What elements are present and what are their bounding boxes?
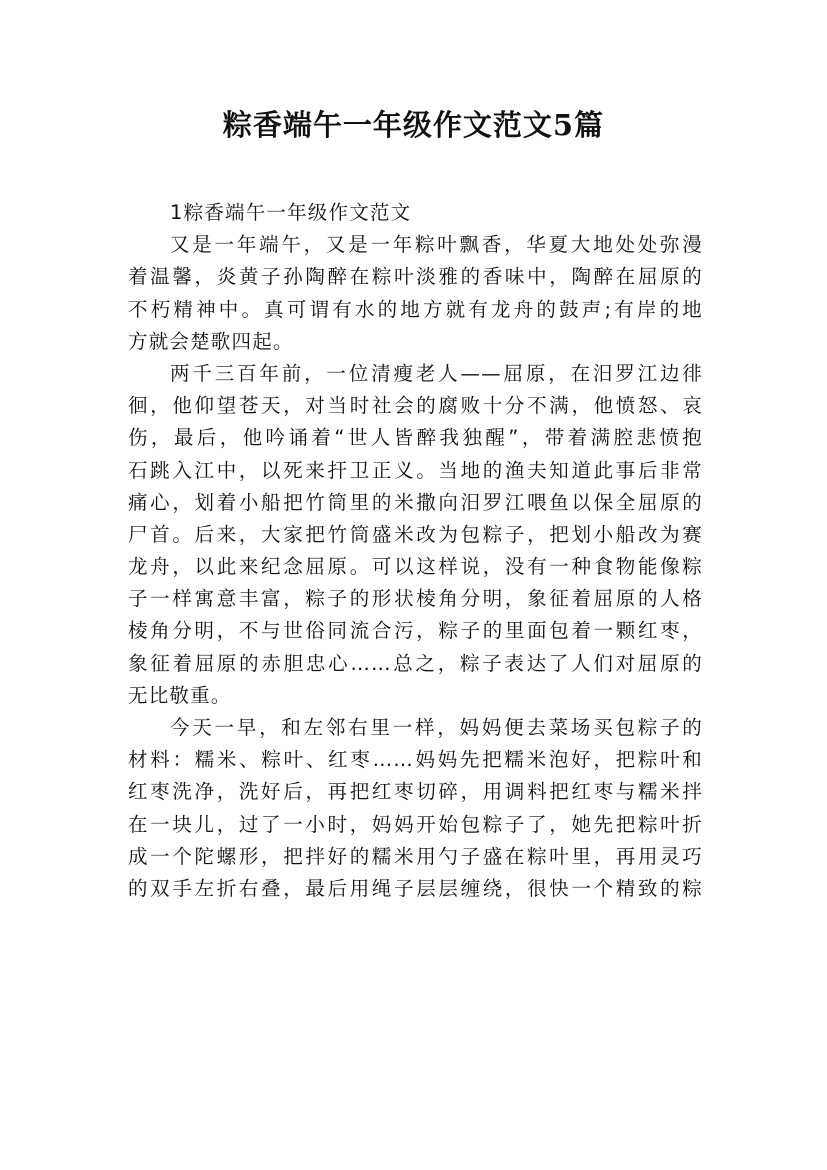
paragraph-3-line-4: 在一块儿，过了一小时，妈妈开始包粽子了，她先把粽叶折 (128, 812, 703, 836)
paragraph-1-line-2: 着温馨，炎黄子孙陶醉在粽叶淡雅的香味中，陶醉在屈原的 (128, 265, 703, 289)
paragraph-2-line-9: 棱角分明，不与世俗同流合污，粽子的里面包着一颗红枣， (128, 619, 703, 643)
document-body (128, 197, 703, 905)
paragraph-2-line-10: 象征着屈原的赤胆忠心……总之，粽子表达了人们对屈原的 (128, 651, 703, 675)
paragraph-3-line-3: 红枣洗净，洗好后，再把红枣切碎，用调料把红枣与糯米拌 (128, 780, 703, 804)
paragraph-2-line-6: 尸首。后来，大家把竹筒盛米改为包粽子，把划小船改为赛 (128, 522, 703, 546)
paragraph-2-line-7: 龙舟，以此来纪念屈原。可以这样说，没有一种食物能像粽 (128, 555, 703, 579)
paragraph-3-line-5: 成一个陀螺形，把拌好的糯米用勺子盛在粽叶里，再用灵巧 (128, 844, 703, 868)
paragraph-2-line-11: 无比敬重。 (128, 683, 232, 707)
document-title: 粽香端午一年级作文范文5篇 (222, 108, 605, 142)
paragraph-1-line-3: 不朽精神中。真可谓有水的地方就有龙舟的鼓声;有岸的地 (128, 297, 703, 321)
paragraph-2-line-3: 伤，最后，他吟诵着“世人皆醉我独醒”，带着满腔悲愤抱 (128, 426, 703, 450)
paragraph-3-line-1: 今天一早，和左邻右里一样，妈妈便去菜场买包粽子的 (170, 716, 703, 739)
paragraph-2-line-2: 徊，他仰望苍天，对当时社会的腐败十分不满，他愤怒、哀 (128, 394, 703, 418)
paragraph-2-line-8: 子一样寓意丰富，粽子的形状棱角分明，象征着屈原的人格 (128, 587, 703, 611)
paragraph-3-line-2: 材料：糯米、粽叶、红枣……妈妈先把糯米泡好，把粽叶和 (128, 748, 703, 772)
paragraph-1-line-1: 又是一年端午，又是一年粽叶飘香，华夏大地处处弥漫 (170, 233, 703, 257)
paragraph-2-line-5: 痛心，划着小船把竹筒里的米撒向汨罗江喂鱼以保全屈原的 (128, 490, 703, 514)
paragraph-3-line-6: 的双手左折右叠，最后用绳子层层缠绕，很快一个精致的粽 (128, 876, 703, 900)
paragraph-1-line-4: 方就会楚歌四起。 (128, 329, 294, 353)
paragraph-2-line-4: 石跳入江中，以死来扞卫正义。当地的渔夫知道此事后非常 (128, 458, 703, 482)
section-heading: 1粽香端午一年级作文范文 (170, 201, 412, 224)
paragraph-2-line-1: 两千三百年前，一位清瘦老人——屈原，在汨罗江边徘 (170, 361, 703, 385)
